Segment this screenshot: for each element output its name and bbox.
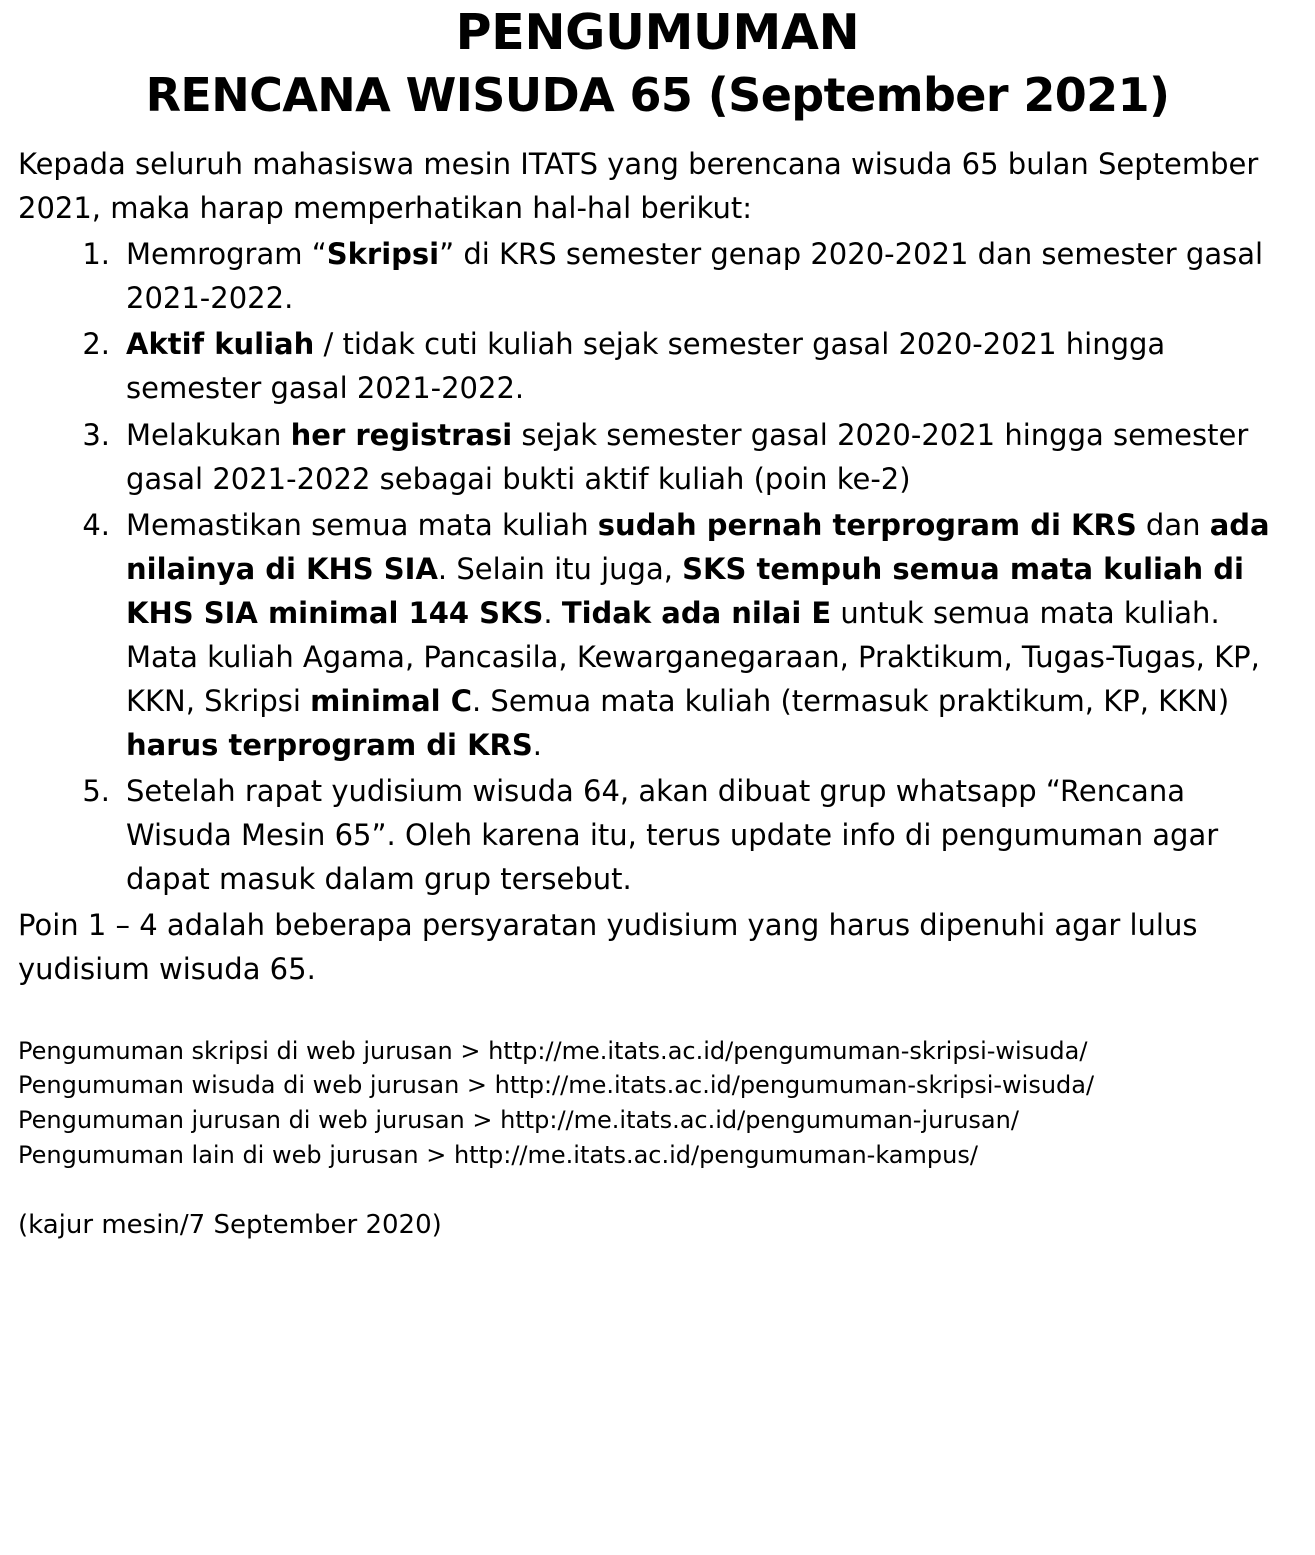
requirement-item xyxy=(18,322,1297,410)
closing-paragraph: Poin 1 – 4 adalah beberapa persyaratan yudisium yang harus dipenuhi agar lulus yudisium wisuda 65. xyxy=(18,908,1198,987)
link-line[interactable]: Pengumuman skripsi di web jurusan > http://me.itats.ac.id/pengumuman-skripsi-wisuda/ xyxy=(18,1036,1088,1065)
requirement-emphasis: sudah pernah terprogram di KRS xyxy=(597,507,1137,542)
intro-paragraph: Kepada seluruh mahasiswa mesin ITATS yang berencana wisuda 65 bulan September 2021, maka harap memperhatikan hal-hal berikut: xyxy=(18,147,1259,226)
requirement-item xyxy=(18,769,1297,901)
requirement-emphasis: minimal C xyxy=(310,684,472,719)
requirement-text: . Semua mata kuliah (termasuk praktikum, KP, KKN) xyxy=(472,684,1230,719)
page-title-line-2: RENCANA WISUDA 65 (September 2021) xyxy=(145,67,1170,122)
signature-line: (kajur mesin/7 September 2020) xyxy=(18,1209,442,1240)
requirement-text: Setelah rapat yudisium wisuda 64, akan dibuat grup whatsapp “Rencana Wisuda Mesin 65”. Oleh karena itu, terus update info di pengumuman agar dapat masuk dalam grup tersebut. xyxy=(126,774,1219,897)
requirement-text: sejak semester gasal 2020-2021 hingga semester gasal 2021-2022 sebagai bukti aktif kuliah (poin ke-2) xyxy=(126,417,1249,496)
links-block xyxy=(18,1034,1297,1173)
requirement-emphasis: Tidak ada nilai E xyxy=(561,595,832,630)
requirement-text: Memastikan semua mata kuliah xyxy=(126,507,598,542)
requirement-text: dan xyxy=(1136,507,1210,542)
link-line[interactable]: Pengumuman lain di web jurusan > http://me.itats.ac.id/pengumuman-kampus/ xyxy=(18,1140,978,1169)
requirement-emphasis: ada nilainya di KHS SIA xyxy=(126,507,1270,586)
requirement-text: / tidak cuti kuliah sejak semester gasal 2020-2021 hingga semester gasal 2021-2022. xyxy=(126,327,1166,406)
link-line[interactable]: Pengumuman wisuda di web jurusan > http://me.itats.ac.id/pengumuman-skripsi-wisuda/ xyxy=(18,1071,1095,1100)
requirement-text: Memrogram “ xyxy=(126,237,327,272)
requirements-list xyxy=(18,232,1297,901)
requirement-item xyxy=(18,413,1297,501)
requirement-emphasis: Skripsi xyxy=(326,237,440,272)
requirement-text: . xyxy=(543,595,562,630)
requirement-text: ” di KRS semester genap 2020-2021 dan semester gasal 2021-2022. xyxy=(126,237,1264,316)
requirement-text: . Selain itu juga, xyxy=(437,551,683,586)
document-title xyxy=(18,4,1297,122)
requirement-text: untuk semua mata kuliah. Mata kuliah Agama, Pancasila, Kewarganegaraan, Praktikum, Tugas-Tugas, KP, KKN, Skripsi xyxy=(126,595,1260,719)
page-title-line-1: PENGUMUMAN xyxy=(455,4,860,61)
requirement-emphasis: her registrasi xyxy=(290,417,513,452)
requirement-text: Melakukan xyxy=(126,417,291,452)
requirement-item xyxy=(18,232,1297,320)
requirement-emphasis: Aktif kuliah xyxy=(126,327,315,362)
requirement-emphasis: harus terprogram di KRS xyxy=(126,728,533,763)
requirement-item xyxy=(18,503,1297,767)
requirement-text: . xyxy=(532,728,542,763)
requirement-emphasis: SKS tempuh semua mata kuliah di KHS SIA minimal 144 SKS xyxy=(126,551,1244,630)
link-line[interactable]: Pengumuman jurusan di web jurusan > http://me.itats.ac.id/pengumuman-jurusan/ xyxy=(18,1106,1019,1135)
